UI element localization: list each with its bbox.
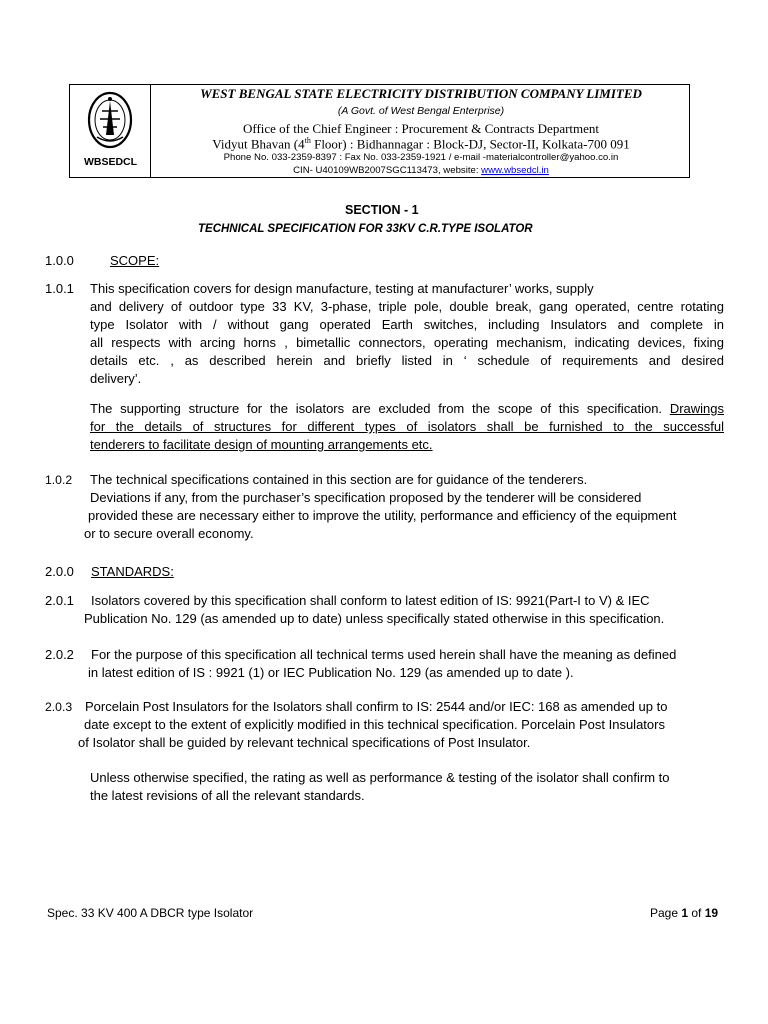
clause-text-line: date except to the extent of explicitly modified in this technical specification. Porcelain Post Insulators <box>84 717 665 732</box>
letterhead <box>69 84 690 178</box>
cin-line: CIN- U40109WB2007SGC113473, website: www.wbsedcl.in <box>293 165 549 176</box>
clause-text-line: tenderers to facilitate design of mounting arrangements etc. <box>90 437 433 452</box>
clause-number: 2.0.3 <box>45 700 73 714</box>
clause-text-line: details etc. , as described herein and briefly listed in ‘ schedule of requirements and desired <box>90 353 724 368</box>
clause-text-line: For the purpose of this specification all technical terms used herein shall have the meaning as defined <box>91 647 677 662</box>
logo-cell <box>70 85 151 177</box>
clause-text-line: provided these are necessary either to improve the utility, performance and efficiency of the equipment <box>88 508 677 523</box>
clause-text-line: of Isolator shall be guided by relevant technical specifications of Post Insulator. <box>78 735 531 750</box>
section-title: SECTION - 1 <box>345 203 419 217</box>
clause-number: 1.0.2 <box>45 473 73 487</box>
clause-text-line: Deviations if any, from the purchaser’s specification proposed by the tenderer will be considered <box>90 490 642 505</box>
clause-text-line: and delivery of outdoor type 33 KV, 3-phase, triple pole, double break, gang operated, centre rotating <box>90 299 724 314</box>
clause-text-line: The technical specifications contained in this section are for guidance of the tenderers. <box>90 472 588 487</box>
clause-text-line: The supporting structure for the isolators are excluded from the scope of this specification. Drawings <box>90 401 724 416</box>
clause-number: 1.0.0 <box>45 253 74 268</box>
address-line: Vidyut Bhavan (4th Floor) : Bidhannagar : Block-DJ, Sector-II, Kolkata-700 091 <box>212 136 630 152</box>
clause-text-line: all respects with arcing horns , bimetallic connectors, operating mechanism, indicating devices, fixing <box>90 335 724 350</box>
clause-text-line: the latest revisions of all the relevant standards. <box>90 788 365 803</box>
standards-heading: STANDARDS: <box>91 564 174 579</box>
clause-text-line: for the details of structures for different types of isolators shall be furnished to the successful <box>90 419 724 434</box>
office-line: Office of the Chief Engineer : Procurement & Contracts Department <box>242 121 600 136</box>
clause-text-line: This specification covers for design manufacture, testing at manufacturer’ works, supply <box>90 281 594 296</box>
website-link[interactable]: www.wbsedcl.in <box>481 165 549 176</box>
clause-text-line: in latest edition of IS : 9921 (1) or IEC Publication No. 129 (as amended up to date ). <box>88 665 574 680</box>
clause-text-line: Publication No. 129 (as amended up to date) unless specifically stated otherwise in this specification. <box>84 611 665 626</box>
phone-line: Phone No. 033-2359-8397 : Fax No. 033-2359-1921 / e-mail -materialcontroller@yahoo.co.in <box>223 152 619 163</box>
clause-text-line: or to secure overall economy. <box>84 526 254 541</box>
clause-text-line: delivery’. <box>90 371 142 386</box>
clause-text-line: Unless otherwise specified, the rating as well as performance & testing of the isolator shall confirm to <box>90 770 670 785</box>
scope-heading: SCOPE: <box>110 253 160 268</box>
govt-line: (A Govt. of West Bengal Enterprise) <box>337 105 505 117</box>
logo-text: WBSEDCL <box>83 156 138 168</box>
footer-spec-title: Spec. 33 KV 400 A DBCR type Isolator <box>47 906 254 920</box>
clause-text-line: Isolators covered by this specification shall conform to latest edition of IS: 9921(Part-I to V) & IEC <box>91 593 650 608</box>
clause-number: 2.0.0 <box>45 564 74 579</box>
company-name: WEST BENGAL STATE ELECTRICITY DISTRIBUTION COMPANY LIMITED <box>200 86 642 101</box>
clause-text-line: Porcelain Post Insulators for the Isolators shall confirm to IS: 2544 and/or IEC: 168 as amended up to <box>85 699 668 714</box>
clause-number: 1.0.1 <box>45 281 74 296</box>
clause-number: 2.0.2 <box>45 647 74 662</box>
clause-number: 2.0.1 <box>45 593 74 608</box>
spec-subtitle: TECHNICAL SPECIFICATION FOR 33KV C.R.TYPE ISOLATOR <box>198 223 533 235</box>
clause-text-line: type Isolator with / without gang operated Earth switches, including Insulators and complete in <box>90 317 724 332</box>
wbsedcl-logo-icon <box>85 89 135 153</box>
footer-page-number: Page 1 of 19 <box>650 906 719 920</box>
